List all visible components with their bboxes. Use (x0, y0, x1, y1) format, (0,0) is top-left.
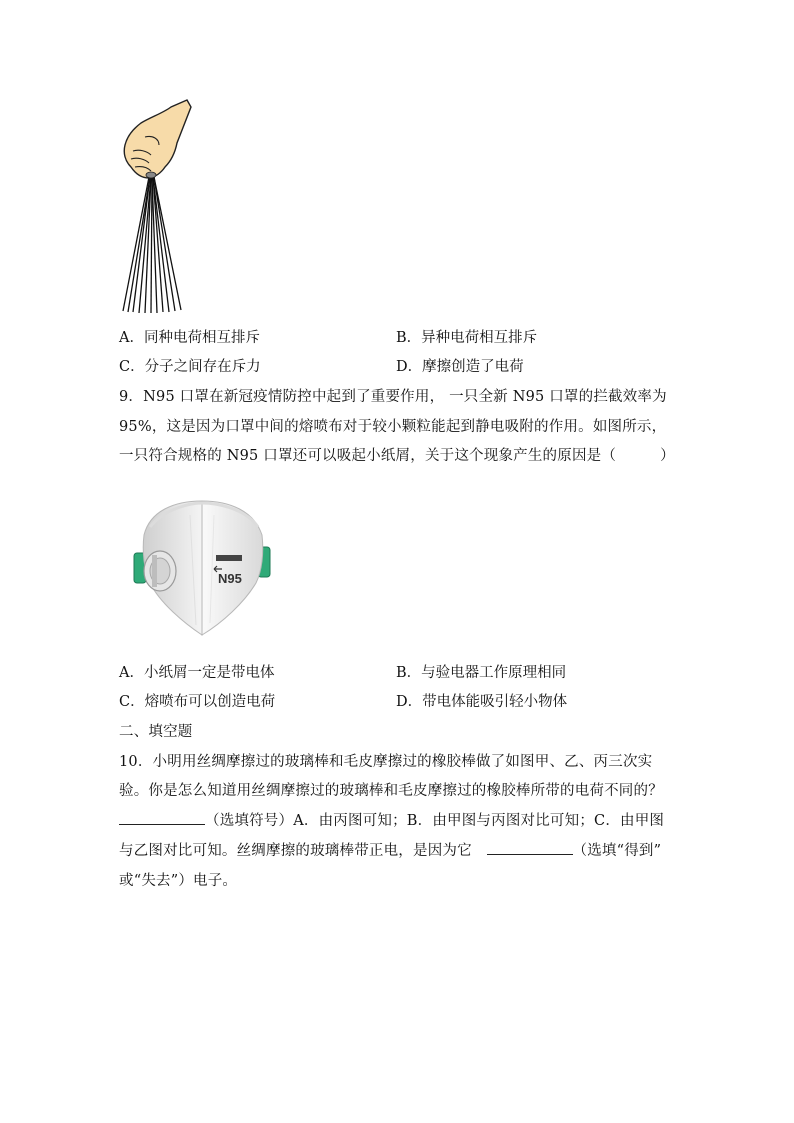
q9-option-b: B．与验电器工作原理相同 (396, 665, 567, 681)
q10-line-3-text: （选填符号）A．由丙图可知；B．由甲图与丙图对比可知；C．由甲图 (205, 813, 665, 829)
q9-stem-line-1: 9．N95 口罩在新冠疫情防控中起到了重要作用， 一只全新 N95 口罩的拦截效率为 (119, 389, 667, 405)
answer-blank-1[interactable] (119, 810, 205, 825)
q9-stem-line-3: 一只符合规格的 N95 口罩还可以吸起小纸屑，关于这个现象产生的原因是（ ） (119, 448, 675, 464)
q8-option-c: C．分子之间存在斥力 (119, 359, 261, 375)
q8-option-d: D．摩擦创造了电荷 (396, 359, 524, 375)
q10-stem-line-1: 10．小明用丝绸摩擦过的玻璃棒和毛皮摩擦过的橡胶棒做了如图甲、乙、丙三次实 (119, 754, 653, 770)
q10-stem-line-2: 验。你是怎么知道用丝绸摩擦过的玻璃棒和毛皮摩擦过的橡胶棒所带的电荷不同的？ (119, 783, 663, 799)
q10-line-4-tail: （选填“得到” (572, 843, 662, 859)
q8-option-a: A．同种电荷相互排斥 (119, 330, 260, 346)
q9-option-d: D．带电体能吸引轻小物体 (396, 694, 568, 710)
q10-line-4-text: 与乙图对比可知。丝绸摩擦的玻璃棒带正电，是因为它 (119, 843, 487, 859)
section-heading-fill-in: 二、填空题 (119, 724, 193, 740)
q10-stem-line-5: 或“失去”）电子。 (119, 873, 238, 889)
answer-blank-2[interactable] (487, 840, 573, 855)
q10-stem-line-3 (119, 809, 664, 830)
q8-option-b: B．异种电荷相互排斥 (396, 330, 538, 346)
mask-n95-label: N95 (218, 571, 242, 586)
q9-stem-line-2: 95%，这是因为口罩中间的熔喷布对于较小颗粒能起到静电吸附的作用。如图所示， (119, 419, 667, 435)
q10-stem-line-4 (119, 839, 661, 860)
q9-option-c: C．熔喷布可以创造电荷 (119, 694, 276, 710)
hand-strands-figure (115, 95, 195, 315)
q9-option-a: A．小纸屑一定是带电体 (119, 665, 275, 681)
n95-mask-figure (130, 495, 280, 640)
